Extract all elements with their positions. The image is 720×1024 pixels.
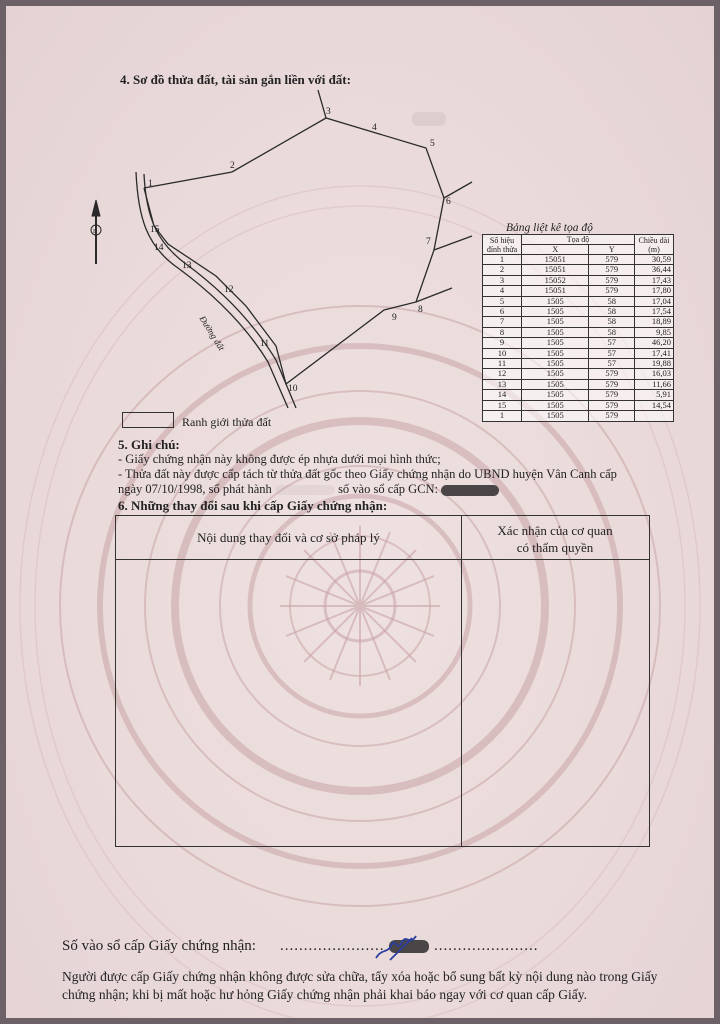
changes-table (115, 515, 650, 847)
coord-header-x: X (522, 245, 589, 255)
coord-y: 579 (589, 400, 635, 410)
point-label: 5 (430, 139, 435, 149)
coord-x: 15052 (522, 275, 589, 285)
confirmation-line-2: có thẩm quyền (516, 540, 594, 555)
coord-x: 1505 (522, 338, 589, 348)
legend-swatch (122, 412, 174, 428)
coord-row (483, 359, 674, 369)
section-4-title: 4. Sơ đồ thửa đất, tài sản gắn liền với đất: (120, 72, 351, 87)
point-label: 15 (150, 225, 160, 235)
coord-row (483, 275, 674, 285)
point-label: 8 (418, 305, 423, 315)
coord-y: 57 (589, 359, 635, 369)
coord-x: 15051 (522, 255, 589, 265)
redaction-mark (275, 485, 335, 495)
coord-point: 3 (483, 275, 522, 285)
coord-y: 579 (589, 265, 635, 275)
coord-x: 15051 (522, 286, 589, 296)
coord-length: 16,03 (635, 369, 674, 379)
coord-point: 1 (483, 255, 522, 265)
coord-length: 18,89 (635, 317, 674, 327)
coord-row (483, 390, 674, 400)
point-label: 11 (260, 339, 270, 349)
coord-header-point: Số hiệu đỉnh thửa (483, 235, 522, 255)
point-label: 14 (154, 243, 164, 253)
coord-row (483, 327, 674, 337)
point-label: 7 (426, 237, 431, 247)
note-line-3 (118, 482, 499, 497)
coord-length: 30,59 (635, 255, 674, 265)
coord-length: 17,41 (635, 348, 674, 358)
road-label: Đường đất (197, 314, 227, 353)
coord-length: 17,80 (635, 286, 674, 296)
redaction-mark (412, 112, 446, 126)
registry-dots-right: ...................... (434, 938, 539, 954)
coord-row (483, 265, 674, 275)
note-registry-number: số vào sổ cấp GCN: (338, 482, 439, 496)
coord-length: 17,04 (635, 296, 674, 306)
coord-length: 11,66 (635, 379, 674, 389)
coord-table (482, 234, 674, 422)
coord-point: 6 (483, 307, 522, 317)
coord-length: 36,44 (635, 265, 674, 275)
coord-table-caption: Bảng liệt kê tọa độ (506, 222, 593, 234)
point-label: 12 (224, 285, 234, 295)
coord-x: 1505 (522, 369, 589, 379)
coord-point: 2 (483, 265, 522, 275)
point-label: 3 (326, 107, 331, 117)
coord-point: 5 (483, 296, 522, 306)
coord-length: 17,54 (635, 307, 674, 317)
coord-y: 579 (589, 275, 635, 285)
coord-x: 1505 (522, 400, 589, 410)
section-5-title: 5. Ghi chú: (118, 437, 180, 452)
coord-y: 579 (589, 379, 635, 389)
coord-y: 579 (589, 255, 635, 265)
coord-y: 58 (589, 327, 635, 337)
registry-dots-left: ...................... (280, 938, 385, 954)
coord-header-y: Y (589, 245, 635, 255)
footer-warning: Người được cấp Giấy chứng nhận không được sửa chữa, tẩy xóa hoặc bổ sung bất kỳ nội dung nào trong Giấy chứng nhận; khi bị mất hoặc hư hỏng Giấy chứng nhận phải khai báo ngay với cơ quan cấp Giấy. (62, 969, 658, 1002)
coord-point: 11 (483, 359, 522, 369)
legend-label: Ranh giới thửa đất (182, 415, 272, 429)
signature-mark (372, 928, 422, 968)
point-label: 10 (288, 384, 298, 394)
coord-x: 1505 (522, 307, 589, 317)
coord-row (483, 338, 674, 348)
coord-row (483, 255, 674, 265)
note-line-2: - Thửa đất này được cấp tách từ thửa đất gốc theo Giấy chứng nhận do UBND huyện Vân Canh cấp (118, 467, 617, 481)
coord-x: 1505 (522, 296, 589, 306)
coord-length: 9,85 (635, 327, 674, 337)
coord-point: 13 (483, 379, 522, 389)
coord-row (483, 411, 674, 421)
point-label: 1 (148, 179, 153, 189)
point-label: 6 (446, 197, 451, 207)
coord-y: 58 (589, 296, 635, 306)
coord-y: 579 (589, 390, 635, 400)
coord-point: 10 (483, 348, 522, 358)
changes-col-confirmation (461, 522, 649, 556)
coord-x: 1505 (522, 327, 589, 337)
coord-length: 17,43 (635, 275, 674, 285)
coord-y: 579 (589, 411, 635, 421)
changes-col-content: Nội dung thay đổi và cơ sở pháp lý (197, 530, 380, 545)
coord-x: 15051 (522, 265, 589, 275)
coord-point: 1 (483, 411, 522, 421)
point-label: 9 (392, 313, 397, 323)
coord-x: 1505 (522, 411, 589, 421)
coord-x: 1505 (522, 359, 589, 369)
coord-y: 579 (589, 286, 635, 296)
section-6-title: 6. Những thay đổi sau khi cấp Giấy chứng nhận: (118, 498, 388, 513)
coord-row (483, 348, 674, 358)
coord-y: 57 (589, 348, 635, 358)
coord-row (483, 296, 674, 306)
coord-point: 15 (483, 400, 522, 410)
coord-y: 58 (589, 317, 635, 327)
coord-row (483, 317, 674, 327)
coord-row (483, 400, 674, 410)
registry-label: Số vào sổ cấp Giấy chứng nhận: (62, 938, 256, 954)
header-divider (116, 559, 649, 560)
coord-y: 57 (589, 338, 635, 348)
note-line-1: - Giấy chứng nhận này không được ép nhựa dưới mọi hình thức; (118, 452, 441, 466)
coord-x: 1505 (522, 379, 589, 389)
coord-length: 19,88 (635, 359, 674, 369)
coord-point: 9 (483, 338, 522, 348)
point-label: 13 (182, 261, 192, 271)
coord-point: 7 (483, 317, 522, 327)
confirmation-line-1: Xác nhận của cơ quan (497, 523, 613, 538)
coord-row (483, 369, 674, 379)
north-arrow-icon (91, 200, 101, 264)
coord-length (635, 411, 674, 421)
coord-row (483, 379, 674, 389)
coord-y: 58 (589, 307, 635, 317)
coord-point: 4 (483, 286, 522, 296)
coord-x: 1505 (522, 390, 589, 400)
redaction-mark (441, 485, 499, 496)
coord-x: 1505 (522, 317, 589, 327)
column-divider (461, 516, 462, 846)
svg-text:B: B (93, 229, 98, 235)
coord-point: 12 (483, 369, 522, 379)
point-label: 4 (372, 123, 377, 133)
certificate-page (6, 6, 714, 1018)
point-label: 2 (230, 161, 235, 171)
coord-header-coords: Tọa độ (522, 235, 635, 245)
coord-row (483, 286, 674, 296)
note-issue-date: ngày 07/10/1998, số phát hành (118, 482, 272, 496)
coord-row (483, 307, 674, 317)
coord-point: 8 (483, 327, 522, 337)
coord-length: 46,20 (635, 338, 674, 348)
coord-length: 5,91 (635, 390, 674, 400)
coord-x: 1505 (522, 348, 589, 358)
coord-point: 14 (483, 390, 522, 400)
coord-y: 579 (589, 369, 635, 379)
coord-length: 14,54 (635, 400, 674, 410)
coord-header-length: Chiều dài (m) (635, 235, 674, 255)
